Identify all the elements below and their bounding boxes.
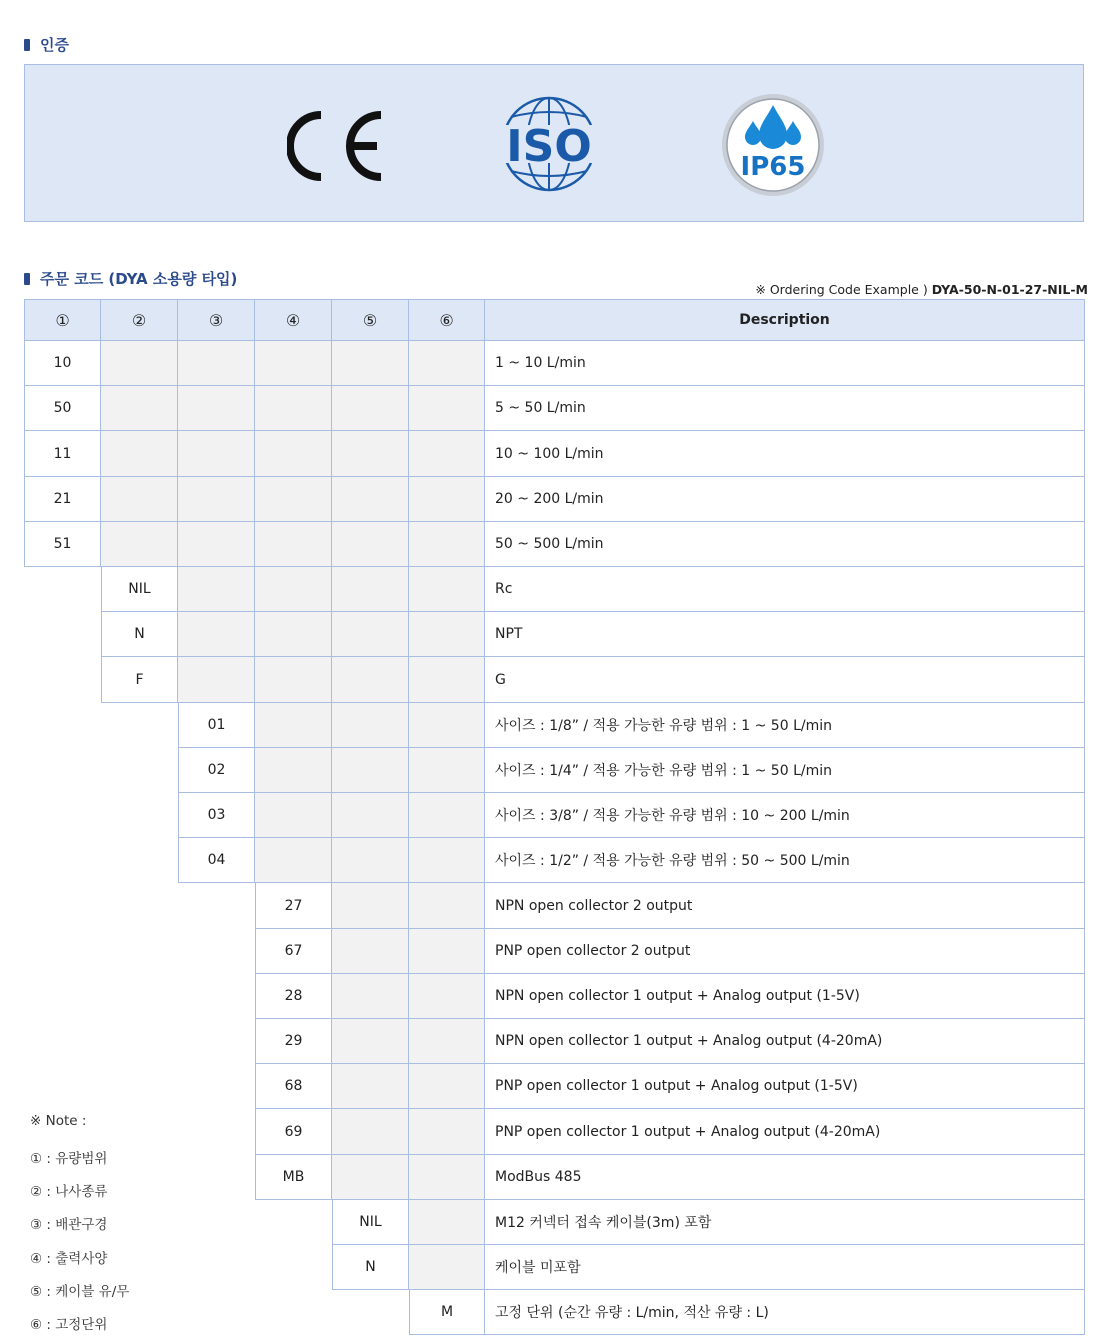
table-row-code-text: N [365, 1259, 376, 1275]
table-row-empty-cell [178, 522, 255, 567]
note-item: ③ : 배관구경 [30, 1217, 108, 1234]
table-row-code [255, 929, 332, 974]
table-row-empty-cell [332, 838, 409, 883]
column-header-description-text: Description [739, 312, 830, 328]
table-row-code [409, 1290, 485, 1335]
table-row-description-text: NPN open collector 1 output + Analog output (4-20mA) [495, 1033, 883, 1049]
table-row-code-text: 68 [284, 1078, 303, 1094]
table-row-code [178, 793, 255, 838]
table-row-empty-cell [409, 748, 485, 793]
table-row-description-text: 50 ~ 500 L/min [495, 536, 604, 552]
table-row-empty-cell [255, 386, 332, 431]
table-row-empty-cell [332, 1155, 409, 1200]
table-row-code [255, 974, 332, 1019]
table-row-description-text: NPT [495, 626, 523, 642]
table-row-empty-cell [409, 1245, 485, 1290]
table-row-description [485, 1200, 1085, 1245]
table-row-empty-cell [332, 793, 409, 838]
table-row-empty-cell [332, 341, 409, 386]
column-header-4 [255, 299, 332, 341]
table-row-description-text: 1 ~ 10 L/min [495, 355, 586, 371]
table-row-code [178, 838, 255, 883]
column-header-5-text: ⑤ [362, 310, 378, 330]
table-row-description-text: NPN open collector 2 output [495, 897, 693, 914]
table-row-description-text: G [495, 671, 506, 688]
table-row-description-text: 케이블 미포함 [495, 1260, 581, 1276]
table-row-empty-cell [332, 522, 409, 567]
table-row-empty-cell [178, 431, 255, 477]
table-row-description [485, 1019, 1085, 1064]
table-row-code [24, 386, 101, 431]
table-row-description-text: 5 ~ 50 L/min [495, 400, 586, 416]
table-row-description [485, 341, 1085, 386]
column-header-6-text: ⑥ [439, 310, 454, 330]
table-row-description-text: PNP open collector 1 output + Analog output (4-20mA) [495, 1123, 881, 1140]
table-row-description [485, 974, 1085, 1019]
ordering-code-example: ※ Ordering Code Example ) DYA-50-N-01-27-NIL-M [755, 282, 1088, 297]
column-header-1 [24, 299, 101, 341]
table-row-description-text: PNP open collector 1 output + Analog output (1-5V) [495, 1078, 858, 1094]
table-row-empty-cell [255, 748, 332, 793]
table-row-empty-cell [332, 1064, 409, 1109]
table-row-code [332, 1200, 409, 1245]
table-row-description [485, 567, 1085, 612]
table-row-description [485, 883, 1085, 929]
table-row-empty-cell [409, 386, 485, 431]
table-row-empty-cell [409, 1064, 485, 1109]
note-item: ⑤ : 케이블 유/무 [30, 1283, 130, 1300]
table-row-code [255, 883, 332, 929]
column-header-4-text: ④ [285, 310, 301, 330]
table-row-description [485, 657, 1085, 703]
table-row-empty-cell [332, 657, 409, 703]
table-row-description [485, 1245, 1085, 1290]
table-row-code-text: MB [282, 1169, 305, 1185]
table-row-description-text: 사이즈 : 1/8” / 적용 가능한 유량 범위 : 1 ~ 50 L/min [495, 718, 832, 734]
table-row-description-text: 사이즈 : 3/8” / 적용 가능한 유량 범위 : 10 ~ 200 L/min [495, 808, 850, 824]
table-row-description [485, 522, 1085, 567]
table-row-empty-cell [409, 1155, 485, 1200]
table-row-description-text: 10 ~ 100 L/min [495, 445, 604, 462]
table-row-code [255, 1019, 332, 1064]
svg-text:ISO: ISO [506, 121, 592, 172]
note-item: ⑥ : 고정단위 [30, 1317, 108, 1333]
table-row-empty-cell [255, 703, 332, 748]
table-row-empty-cell [255, 657, 332, 703]
table-row-description-text: 20 ~ 200 L/min [495, 491, 604, 507]
note-item: ② : 나사종류 [30, 1184, 108, 1201]
table-row-code [332, 1245, 409, 1290]
table-row-empty-cell [409, 793, 485, 838]
table-row-code-text: 29 [284, 1033, 303, 1049]
table-row-code [24, 522, 101, 567]
table-row-description [485, 386, 1085, 431]
table-row-code [24, 341, 101, 386]
table-row-empty-cell [332, 1109, 409, 1155]
table-row-code [101, 657, 178, 703]
table-row-code-text: 69 [284, 1123, 303, 1140]
table-row-description [485, 1064, 1085, 1109]
table-row-empty-cell [255, 612, 332, 657]
table-row-code-text: 21 [53, 491, 72, 507]
table-row-empty-cell [101, 477, 178, 522]
table-row-description-text: NPN open collector 1 output + Analog output (1-5V) [495, 988, 860, 1004]
table-row-empty-cell [255, 341, 332, 386]
table-row-code-text: 67 [284, 943, 303, 959]
table-row-empty-cell [178, 477, 255, 522]
table-row-code-text: M [440, 1304, 454, 1320]
table-row-description-text: 사이즈 : 1/2” / 적용 가능한 유량 범위 : 50 ~ 500 L/min [495, 853, 850, 869]
table-row-empty-cell [409, 883, 485, 929]
cert-section-title: 인증 [24, 34, 69, 55]
table-row-empty-cell [409, 1200, 485, 1245]
table-row-code-text: 03 [207, 807, 226, 823]
table-row-code-text: N [134, 626, 145, 642]
table-row-empty-cell [255, 838, 332, 883]
table-row-empty-cell [332, 612, 409, 657]
table-row-code-text: 28 [284, 988, 303, 1004]
table-row-description [485, 703, 1085, 748]
table-row-empty-cell [178, 386, 255, 431]
table-row-empty-cell [332, 567, 409, 612]
table-row-empty-cell [332, 703, 409, 748]
table-row-empty-cell [409, 1019, 485, 1064]
table-row-empty-cell [409, 974, 485, 1019]
table-row-code-text: 51 [53, 536, 72, 552]
column-header-2 [101, 299, 178, 341]
table-row-empty-cell [332, 386, 409, 431]
table-row-code-text: 04 [207, 852, 226, 868]
table-row-empty-cell [332, 974, 409, 1019]
column-header-5 [332, 299, 409, 341]
table-row-description [485, 838, 1085, 883]
table-row-description-text: PNP open collector 2 output [495, 943, 691, 959]
svg-text:IP65: IP65 [740, 152, 806, 182]
table-row-empty-cell [409, 929, 485, 974]
table-row-empty-cell [255, 522, 332, 567]
note-item: ① : 유량범위 [30, 1151, 108, 1167]
table-row-code [24, 431, 101, 477]
table-row-empty-cell [101, 431, 178, 477]
table-row-description-text: ModBus 485 [495, 1169, 582, 1185]
table-row-code-text: 01 [207, 717, 226, 733]
table-row-code-text: NIL [359, 1214, 382, 1230]
table-row-empty-cell [255, 477, 332, 522]
table-row-description [485, 1290, 1085, 1335]
table-row-description [485, 929, 1085, 974]
table-row-description [485, 793, 1085, 838]
table-row-code-text: 27 [284, 897, 303, 914]
table-row-code-text: NIL [128, 581, 151, 597]
table-row-empty-cell [332, 748, 409, 793]
notes-title: ※ Note : [30, 1113, 87, 1129]
table-row-empty-cell [178, 612, 255, 657]
table-row-empty-cell [101, 386, 178, 431]
table-row-code-text: 50 [53, 400, 72, 416]
column-header-description [485, 299, 1085, 341]
table-row-code [101, 567, 178, 612]
table-row-code [24, 477, 101, 522]
table-row-description [485, 477, 1085, 522]
table-row-empty-cell [409, 431, 485, 477]
table-row-code [178, 748, 255, 793]
table-row-description [485, 612, 1085, 657]
table-row-code-text: F [135, 671, 144, 688]
table-row-code-text: 02 [207, 762, 226, 778]
table-row-code-text: 11 [53, 445, 72, 462]
table-row-empty-cell [409, 522, 485, 567]
table-row-empty-cell [255, 431, 332, 477]
table-row-code-text: 10 [53, 355, 72, 371]
column-header-6 [409, 299, 485, 341]
table-row-code [255, 1155, 332, 1200]
table-row-empty-cell [409, 567, 485, 612]
table-row-empty-cell [409, 477, 485, 522]
table-row-empty-cell [332, 1019, 409, 1064]
table-row-description-text: 사이즈 : 1/4” / 적용 가능한 유량 범위 : 1 ~ 50 L/min [495, 763, 832, 779]
table-row-empty-cell [409, 612, 485, 657]
table-row-code [255, 1109, 332, 1155]
column-header-1-text: ① [55, 310, 70, 330]
table-row-description [485, 748, 1085, 793]
table-row-empty-cell [101, 522, 178, 567]
table-row-empty-cell [255, 793, 332, 838]
table-row-empty-cell [332, 929, 409, 974]
table-row-code [255, 1064, 332, 1109]
table-row-description-text: M12 커넥터 접속 케이블(3m) 포함 [495, 1215, 712, 1231]
table-row-description [485, 431, 1085, 477]
table-row-description-text: Rc [495, 581, 513, 597]
table-row-description [485, 1109, 1085, 1155]
table-row-empty-cell [409, 1109, 485, 1155]
table-row-empty-cell [178, 657, 255, 703]
table-row-empty-cell [255, 567, 332, 612]
table-row-empty-cell [332, 431, 409, 477]
table-row-empty-cell [178, 567, 255, 612]
table-row-description [485, 1155, 1085, 1200]
table-row-empty-cell [101, 341, 178, 386]
table-row-code [178, 703, 255, 748]
column-header-2-text: ② [131, 310, 147, 330]
table-row-code [101, 612, 178, 657]
table-row-empty-cell [409, 657, 485, 703]
table-row-empty-cell [409, 703, 485, 748]
table-row-empty-cell [409, 341, 485, 386]
table-row-empty-cell [178, 341, 255, 386]
table-row-description-text: 고정 단위 (순간 유량 : L/min, 적산 유량 : L) [495, 1305, 769, 1321]
table-row-empty-cell [332, 477, 409, 522]
note-item: ④ : 출력사양 [30, 1250, 108, 1267]
table-row-empty-cell [409, 838, 485, 883]
column-header-3 [178, 299, 255, 341]
column-header-3-text: ③ [208, 310, 224, 330]
table-row-empty-cell [332, 883, 409, 929]
order-section-title: 주문 코드 (DYA 소용량 타입) [24, 268, 237, 289]
